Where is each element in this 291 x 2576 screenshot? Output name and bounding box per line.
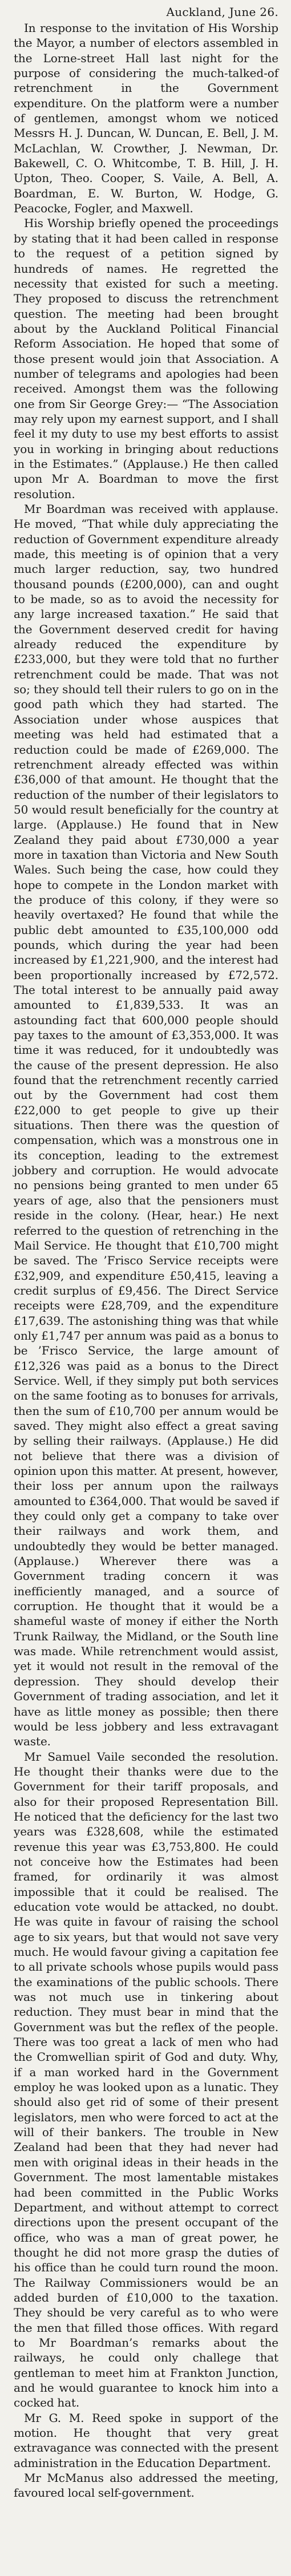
paragraph-mcmanus-address: Mr McManus also addressed the meeting, favoured local self-government.: [14, 2471, 278, 2500]
paragraph-vaile-seconding: Mr Samuel Vaile seconded the resolution. He thought their thanks were due to the Government for their tariff proposals, and also for their proposed Representation Bill. He noticed that the deficiency for the last two years was £328,608, while the estimated revenue this year was £3,753,800. He could not conceive how the Estimates had been framed, for ordinarily it was almost impossible that it could be realised. The education vote would be attacked, no doubt. He was quite in favour of raising the school age to six years, but that would not save very much. He would favour giving a capitation fee to all private schools whose pupils would pass the examinations of the public schools. There was not much use in tinkering about reduction. They must bear in mind that the Government was but the reflex of the people. There was too great a lack of men who had the Cromwellian spirit of God and duty. Why, if a man worked hard in the Government employ he was looked upon as a lunatic. They should also get rid of some of their present legislators, men who were forced to act at the will of their bankers. The trouble in New Zealand had been that they had never had men with original ideas in their heads in the Government. The most lamentable mistakes had been committed in the Public Works Department, and without attempt to correct directions upon the present occupant of the office, who was a man of great power, he thought he did not more grasp the duties of his office than he could turn round the moon. The Railway Commissioners would be an added burden of £10,000 to the taxation. They should be very careful as to who were the men that filled those offices. With regard to Mr Boardman’s remarks about the railways, he could only challege that gentleman to meet him at Frankton Junction, and he would guarantee to knock him into a cocked hat.: [14, 1749, 278, 2410]
dateline: Auckland, June 26.: [166, 5, 278, 19]
paragraph-reed-support: Mr G. M. Reed spoke in support of the motion. He thought that very great extravagance was connected with the present administration in the Education Department.: [14, 2411, 278, 2470]
paragraph-mayor-opening: His Worship briefly opened the proceedings by stating that it had been called in response to the request of a petition signed by hundreds of names. He regretted the necessity that existed for such a meeting. They proposed to discuss the retrenchment question. The meeting had been brought about by the Auckland Political Financial Reform Association. He hoped that some of those present would join that Association. A number of telegrams and apologies had been received. Amongst them was the following one from Sir George Grey:— “The Association may rely upon my earnest support, and I shall feel it my duty to use my best efforts to assist you in working in bringing about reductions in the Estimates.” (Applause.) He then called upon Mr A. Boardman to move the first resolution.: [14, 216, 278, 501]
article-body: [14, 21, 278, 2501]
paragraph-boardman-resolution: Mr Boardman was received with applause. He moved, “That while duly appreciating the reduction of Government expenditure already made, this meeting is of opinion that a very much larger reduction, say, two hundred thousand pounds (£200,000), can and ought to be made, so as to avoid the necessity for any large increased taxation.” He said that the Government deserved credit for having already reduced the expenditure by £233,000, but they were told that no further retrenchment could be made. That was not so; they should tell their rulers to go on in the good path which they had started. The Association under whose auspices that meeting was held had estimated that a reduction could be made of £269,000. The retrenchment already effected was within £36,000 of that amount. He thought that the reduction of the number of their legislators to 50 would result beneficially for the country at large. (Applause.) He found that in New Zealand they paid about £730,000 a year more in taxation than Victoria and New South Wales. Such being the case, how could they hope to compete in the London market with the produce of this colony, if they were so heavily overtaxed? He found that while the public debt amounted to £35,100,000 odd pounds, which during the year had been increased by £1,221,900, and the interest had been proportionally increased by £72,572. The total interest to be annually paid away amounted to £1,839,533. It was an astounding fact that 600,000 people should pay taxes to the amount of £3,353,000. It was time it was reduced, for it undoubtedly was the cause of the present depression. He also found that the retrenchment recently carried out by the Government had cost them £22,000 to get people to give up their situations. Then there was the question of compensation, which was a monstrous one in its conception, leading to the extremest jobbery and corruption. He would advocate no pensions being granted to men under 65 years of age, also that the pensioners must reside in the colony. (Hear, hear.) He next referred to the question of retrenching in the Mail Service. He thought that £10,700 might be saved. The ’Frisco Service receipts were £32,909, and expenditure £50,415, leaving a credit surplus of £9,456. The Direct Service receipts were £28,709, and the expenditure £17,639. The astonishing thing was that while only £1,747 per annum was paid as a bonus to be ’Frisco Service, the large amount of £12,326 was paid as a bonus to the Direct Service. Well, if they simply put both services on the same footing as to bonuses for arrivals, then the sum of £10,700 per annum would be saved. They might also effect a great saving by selling their railways. (Applause.) He did not believe that there was a division of opinion upon this matter. At present, however, their loss per annum upon the railways amounted to £364,000. That would be saved if they could only get a company to take over their railways and work them, and undoubtedly they would be better managed. (Applause.) Wherever there was a Government trading concern it was inefficiently managed, and a source of corruption. He thought that it would be a shameful waste of money if either the North Trunk Railway, the Midland, or the South line was made. While retrenchment would assist, yet it would not result in the removal of the depression. They should develop their Government of trading association, and let it have as little money as possible; then there would be less jobbery and less extravagant waste.: [14, 502, 278, 1749]
paragraph-meeting-intro: In response to the invitation of His Worship the Mayor, a number of electors assembled in the Lorne-street Hall last night for the purpose of considering the much-talked-of retrenchment in the Government expenditure. On the platform were a number of gentlemen, amongst whom we noticed Messrs H. J. Duncan, W. Duncan, E. Bell, J. M. McLachlan, W. Crowther, J. Newman, Dr. Bakewell, C. O. Whitcombe, T. B. Hill, J. H. Upton, Theo. Cooper, S. Vaile, A. Bell, A. Boardman, E. W. Burton, W. Hodge, G. Peacocke, Fogler, and Maxwell.: [14, 21, 278, 216]
